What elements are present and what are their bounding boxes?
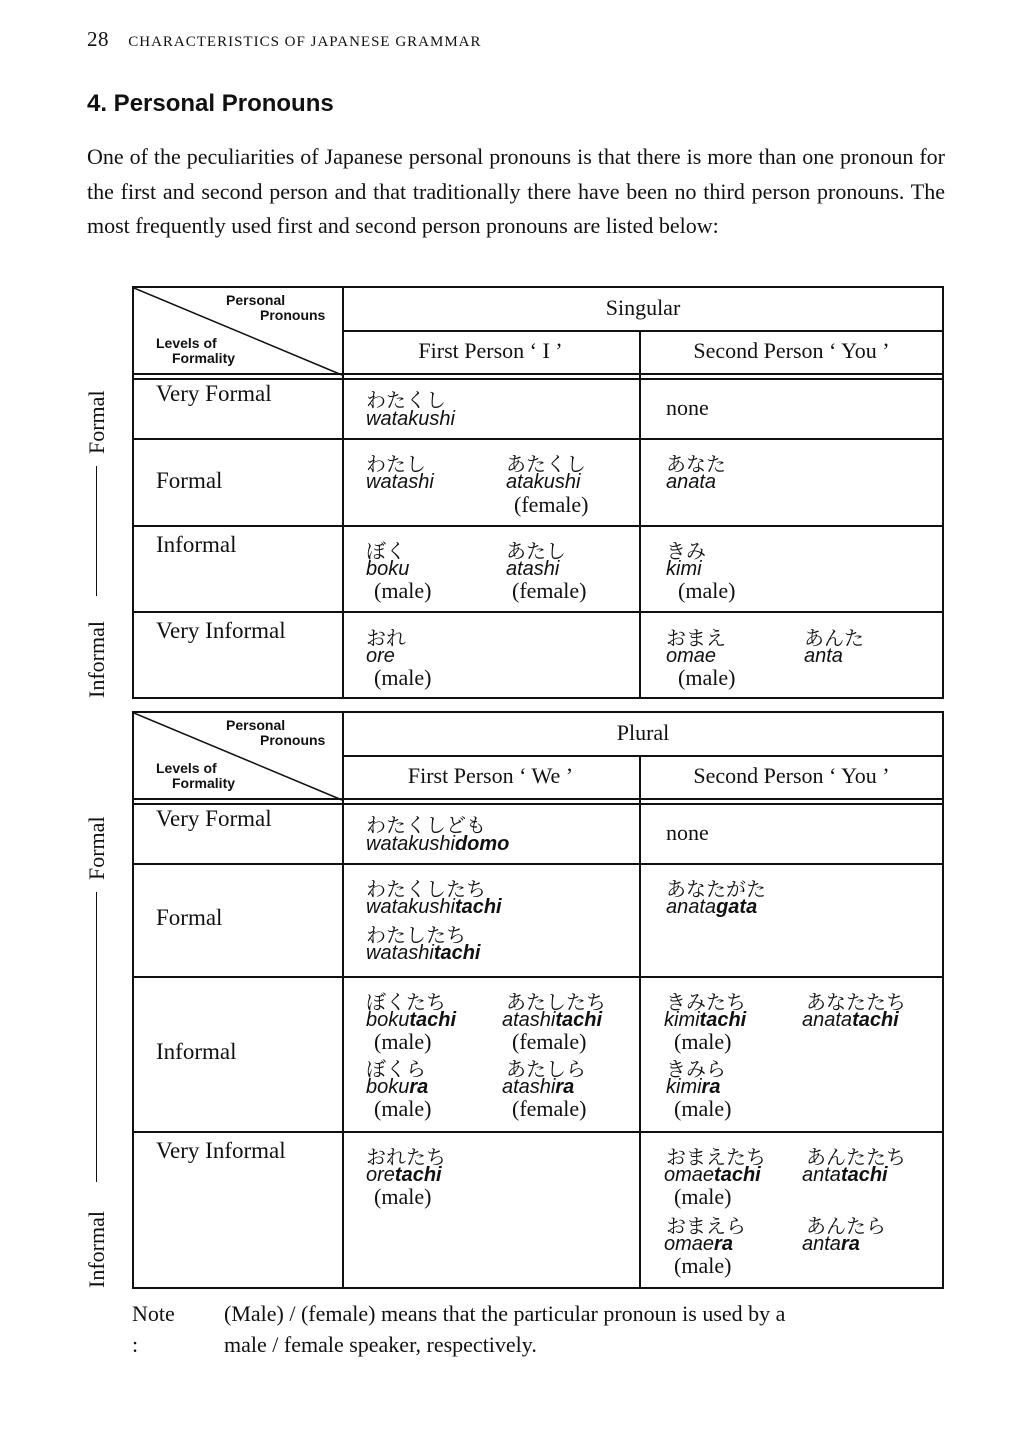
pronoun-kana: わたくしども: [366, 813, 486, 837]
level-informal: Informal: [156, 532, 237, 557]
gender-note: (male): [374, 1184, 432, 1209]
note-label: Note :: [132, 1301, 175, 1357]
pronoun-kana: あたしたち: [506, 990, 606, 1014]
pronoun-romaji: ore: [366, 645, 395, 667]
pronoun-romaji: watashitachi: [366, 942, 481, 964]
corner-label-formality: Levels of Formality: [156, 760, 236, 791]
gender-note: (female): [512, 1096, 587, 1121]
pronoun-romaji: antatachi: [802, 1164, 888, 1186]
pronoun-kana: きみら: [666, 1057, 726, 1081]
pronoun-kana: あたし: [506, 539, 566, 563]
pronoun-romaji: omaera: [664, 1233, 733, 1255]
level-formal: Formal: [156, 905, 223, 930]
side-label-formal: Formal: [84, 390, 109, 454]
note-text: (Male) / (female) means that the particular pronoun is used by a male / female speaker, respectively.: [224, 1301, 786, 1357]
pronoun-kana: わたしたち: [366, 923, 466, 947]
gender-note: (male): [674, 1184, 732, 1209]
side-rule: [96, 892, 97, 1182]
pronoun-kana: ぼくら: [366, 1057, 426, 1081]
pronoun-romaji: atashi: [506, 558, 560, 580]
pronoun-kana: あなたがた: [666, 877, 766, 901]
pronoun-kana: わたし: [366, 452, 426, 476]
pronoun-kana: あんたら: [806, 1214, 886, 1238]
pronoun-romaji: kimira: [666, 1076, 721, 1098]
none-label: none: [666, 820, 709, 845]
pronoun-romaji: omaetachi: [664, 1164, 761, 1186]
pronoun-romaji: kimitachi: [664, 1009, 747, 1031]
pronoun-romaji: watashi: [366, 471, 434, 493]
pronoun-romaji: atakushi: [506, 471, 581, 493]
singular-heading: Singular: [605, 295, 681, 320]
corner-label-pronouns: Personal Pronouns: [226, 717, 326, 748]
singular-table: [132, 286, 944, 699]
gender-note: (male): [678, 665, 736, 690]
level-very-informal: Very Informal: [156, 1138, 286, 1163]
gender-note: (male): [374, 665, 432, 690]
section-title: 4. Personal Pronouns: [87, 90, 334, 117]
pronoun-kana: あんたたち: [806, 1145, 906, 1169]
pronoun-kana: あたしら: [506, 1057, 586, 1081]
gender-note: (male): [374, 1096, 432, 1121]
gender-note: (male): [374, 1029, 432, 1054]
pronoun-romaji: watakushi: [366, 408, 455, 430]
gender-note: (male): [374, 578, 432, 603]
side-label-informal: Informal: [84, 1211, 109, 1288]
pronoun-kana: ぼく: [366, 539, 406, 563]
col-first-person: First Person ‘ I ’: [418, 338, 563, 363]
col-second-person: Second Person ‘ You ’: [693, 763, 890, 788]
pronoun-kana: おまえ: [666, 626, 726, 650]
pronoun-romaji: bokura: [366, 1076, 429, 1098]
pronoun-kana: わたくし: [366, 388, 446, 412]
side-rule: [96, 466, 97, 596]
corner-label-pronouns: Personal Pronouns: [226, 292, 326, 323]
pronoun-kana: きみたち: [666, 990, 746, 1014]
pronoun-romaji: oretachi: [366, 1164, 442, 1186]
level-very-formal: Very Formal: [156, 806, 272, 831]
pronoun-romaji: anata: [666, 471, 717, 493]
level-very-informal: Very Informal: [156, 618, 286, 643]
level-informal: Informal: [156, 1039, 237, 1064]
col-second-person: Second Person ‘ You ’: [693, 338, 890, 363]
running-header: [87, 27, 482, 52]
gender-note: (male): [674, 1029, 732, 1054]
corner-label-formality: Levels of Formality: [156, 335, 236, 366]
pronoun-kana: きみ: [666, 539, 706, 563]
pronoun-romaji: omae: [666, 645, 717, 667]
pronoun-romaji: kimi: [666, 558, 702, 580]
gender-note: (male): [674, 1096, 732, 1121]
pronoun-kana: おまえら: [666, 1214, 746, 1238]
pronoun-romaji: atashitachi: [502, 1009, 603, 1031]
plural-heading: Plural: [616, 720, 670, 745]
plural-table: [132, 711, 944, 1289]
gender-note: (male): [674, 1253, 732, 1278]
pronoun-kana: おれ: [366, 626, 406, 650]
pronoun-romaji: watakushidomo: [366, 833, 510, 855]
pronoun-romaji: atashira: [502, 1076, 575, 1098]
pronoun-kana: あなたたち: [806, 990, 906, 1014]
pronoun-kana: おれたち: [366, 1145, 446, 1169]
intro-paragraph: One of the peculiarities of Japanese personal pronouns is that there is more than one pronoun for the first and second person and that traditionally there have been no third person pronouns. The most frequently used first and second person pronouns are listed below:: [87, 144, 945, 238]
side-label-informal: Informal: [84, 621, 109, 698]
pronoun-romaji: bokutachi: [366, 1009, 457, 1031]
gender-note: (female): [512, 1029, 587, 1054]
pronoun-kana: おまえたち: [666, 1145, 766, 1169]
pronoun-romaji: anta: [804, 645, 843, 667]
col-first-person: First Person ‘ We ’: [407, 763, 574, 788]
pronoun-romaji: anatatachi: [802, 1009, 899, 1031]
pronoun-kana: わたくしたち: [366, 877, 486, 901]
pronoun-romaji: watakushitachi: [366, 896, 502, 918]
none-label: none: [666, 395, 709, 420]
pronoun-kana: あなた: [666, 452, 726, 476]
page-number: 28: [87, 27, 109, 51]
level-very-formal: Very Formal: [156, 381, 272, 406]
level-formal: Formal: [156, 468, 223, 493]
pronoun-kana: あんた: [804, 626, 864, 650]
gender-note: (female): [512, 578, 587, 603]
pronoun-romaji: boku: [366, 558, 410, 580]
pronoun-kana: ぼくたち: [366, 990, 446, 1014]
pronoun-romaji: anatagata: [666, 896, 758, 918]
pronoun-romaji: antara: [802, 1233, 860, 1255]
gender-note: (female): [514, 492, 589, 517]
pronoun-kana: あたくし: [506, 452, 586, 476]
side-label-formal: Formal: [84, 816, 109, 880]
running-title: CHARACTERISTICS OF JAPANESE GRAMMAR: [128, 34, 482, 50]
gender-note: (male): [678, 578, 736, 603]
